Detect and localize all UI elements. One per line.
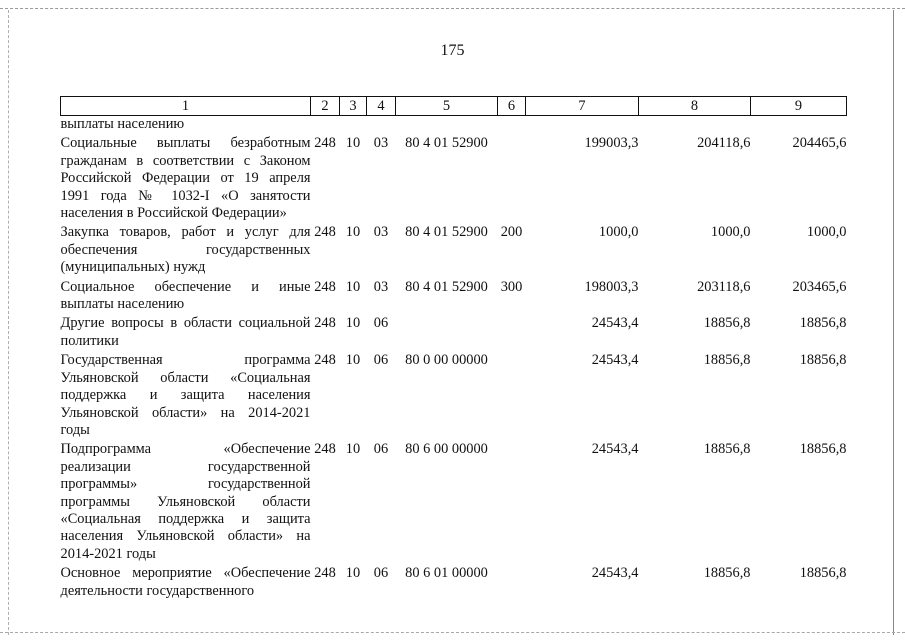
row-target-article (396, 315, 498, 352)
row-amount-year1: 1000,0 (598, 224, 639, 241)
row-amount-year2: 203118,6 (697, 278, 751, 295)
row-section: 10 (345, 441, 361, 458)
column-header-2: 2 (311, 97, 340, 116)
row-target-article (396, 116, 498, 136)
column-header-9: 9 (751, 97, 847, 116)
row-expense-type (498, 441, 526, 565)
table-row (61, 441, 847, 565)
row-expense-type (498, 116, 526, 136)
row-admin-code: 248 (314, 278, 336, 295)
row-amount-year3: 18856,8 (799, 441, 847, 458)
row-amount-year1: 199003,3 (584, 135, 639, 152)
row-description: Закупка товаров, работ и услуг для обеспечения государственных (муниципальных) нужд (60, 224, 311, 276)
row-subsection (367, 116, 396, 136)
header-row (61, 97, 847, 116)
row-target-article: 80 4 01 52900 (405, 135, 488, 152)
row-amount-year3: 203465,6 (792, 278, 847, 295)
row-amount-year2: 18856,8 (703, 565, 751, 582)
row-description: выплаты населению (60, 116, 185, 132)
column-header-1: 1 (61, 97, 311, 116)
row-admin-code: 248 (314, 135, 336, 152)
row-amount-year3 (751, 116, 847, 136)
row-subsection: 03 (373, 135, 389, 152)
row-amount-year2: 18856,8 (703, 315, 751, 332)
row-amount-year2: 204118,6 (697, 135, 751, 152)
budget-table (60, 96, 847, 602)
row-amount-year1: 24543,4 (591, 441, 639, 458)
row-amount-year3: 18856,8 (799, 315, 847, 332)
table-row (61, 279, 847, 316)
row-subsection: 06 (373, 315, 389, 332)
row-admin-code: 248 (314, 441, 336, 458)
column-header-4: 4 (367, 97, 396, 116)
row-amount-year1: 24543,4 (591, 565, 639, 582)
row-amount-year3: 18856,8 (799, 565, 847, 582)
column-header-5: 5 (396, 97, 498, 116)
row-amount-year1 (526, 116, 639, 136)
row-admin-code: 248 (314, 565, 336, 582)
row-section: 10 (345, 352, 361, 369)
table-row (61, 224, 847, 278)
table-row (61, 565, 847, 602)
page-number: 175 (440, 42, 465, 59)
row-section: 10 (345, 565, 361, 582)
row-subsection: 06 (373, 352, 389, 369)
row-amount-year1: 24543,4 (591, 352, 639, 369)
row-amount-year1: 198003,3 (584, 278, 639, 295)
row-target-article: 80 4 01 52900 (405, 224, 488, 241)
row-target-article: 80 4 01 52900 (405, 278, 488, 295)
row-section (340, 116, 367, 136)
row-expense-type: 300 (500, 278, 523, 295)
column-header-7: 7 (526, 97, 639, 116)
row-description: Социальное обеспечение и иные выплаты населению (60, 278, 311, 313)
table-row (61, 352, 847, 441)
row-expense-type (498, 315, 526, 352)
row-expense-type (498, 135, 526, 224)
row-amount-year3: 1000,0 (806, 224, 847, 241)
table-row (61, 116, 847, 136)
row-subsection: 06 (373, 441, 389, 458)
row-target-article: 80 0 00 00000 (405, 352, 488, 369)
row-description: Основное мероприятие «Обеспечение деятельности государственного (60, 565, 311, 599)
scan-edge-right (893, 10, 894, 635)
row-amount-year3: 18856,8 (799, 352, 847, 369)
row-amount-year2 (639, 116, 751, 136)
row-admin-code: 248 (314, 315, 336, 332)
row-section: 10 (345, 315, 361, 332)
row-admin-code: 248 (314, 224, 336, 241)
row-admin-code: 248 (314, 352, 336, 369)
row-section: 10 (345, 224, 361, 241)
table-row (61, 135, 847, 224)
row-description: Подпрограмма «Обеспечение реализации государственной программы» государственной программы Ульяновской области «Социальная поддержка и защита населения Ульяновской области» на 2014-2021 годы (60, 441, 311, 562)
row-description: Другие вопросы в области социальной политики (60, 315, 311, 349)
row-subsection: 03 (373, 278, 389, 295)
row-amount-year3: 204465,6 (792, 135, 847, 152)
row-admin-code (311, 116, 340, 136)
row-description: Социальные выплаты безработным гражданам в соответствии с Законом Российской Федерации от 19 апреля 1991 года № 1032-I «О занятости населения в Российской Федерации» (60, 135, 311, 222)
row-expense-type (498, 565, 526, 602)
table-row (61, 315, 847, 352)
row-section: 10 (345, 135, 361, 152)
column-header-8: 8 (639, 97, 751, 116)
column-header-3: 3 (340, 97, 367, 116)
row-subsection: 06 (373, 565, 389, 582)
row-target-article: 80 6 01 00000 (405, 565, 488, 582)
row-amount-year2: 18856,8 (703, 441, 751, 458)
row-expense-type (498, 352, 526, 441)
row-target-article: 80 6 00 00000 (405, 441, 488, 458)
column-header-6: 6 (498, 97, 526, 116)
row-expense-type: 200 (500, 224, 523, 241)
scan-edge-top (0, 8, 905, 9)
scan-edge-bottom (0, 632, 905, 633)
row-amount-year2: 18856,8 (703, 352, 751, 369)
row-amount-year2: 1000,0 (710, 224, 751, 241)
row-section: 10 (345, 278, 361, 295)
row-amount-year1: 24543,4 (591, 315, 639, 332)
row-description: Государственная программа Ульяновской области «Социальная поддержка и защита населения Ульяновской области» на 2014-2021 годы (60, 352, 311, 438)
row-subsection: 03 (373, 224, 389, 241)
scan-edge-left (8, 10, 9, 635)
